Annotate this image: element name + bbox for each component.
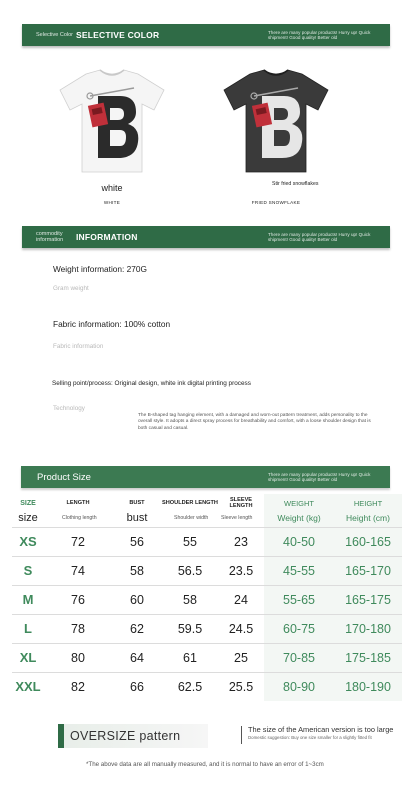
technology-description: The B-shaped tag hanging element, with a damaged and worn-out pattern treatment, adds personality to the overall style. It adopts a direct spray process for breathability and comfort, with a loose shoulder design that is both casual and casual.: [138, 413, 371, 431]
cell-bust: 62: [112, 614, 162, 643]
cell-height: 165-175: [334, 585, 402, 614]
cell-bust: 58: [112, 556, 162, 585]
table-row: [12, 556, 402, 585]
measurement-disclaimer: *The above data are all manually measured, and it is normal to have an error of 1~3cm: [86, 761, 324, 768]
white-tshirt-image: [56, 66, 168, 176]
technology-sublabel: Technology: [53, 405, 85, 412]
cell-height: 160-165: [334, 527, 402, 556]
cell-size: XS: [12, 527, 44, 556]
header-bust: BUST: [129, 500, 145, 506]
cell-length: 80: [44, 643, 112, 672]
subheader-shoulder: Shoulder width: [174, 514, 209, 521]
cell-length: 78: [44, 614, 112, 643]
weight-sublabel: Gram weight: [53, 285, 89, 292]
cell-size: L: [12, 614, 44, 643]
color-name-snowflake: Stir fried snowflakes: [272, 181, 319, 187]
table-row: [12, 585, 402, 614]
cell-shoulder: 55: [162, 527, 218, 556]
cell-sleeve: 23.5: [218, 556, 264, 585]
weight-info: Weight information: 270G: [53, 264, 147, 274]
table-row: [12, 527, 402, 556]
cell-sleeve: 23: [218, 527, 264, 556]
header-shoulder: SHOULDER LENGTH: [162, 500, 218, 506]
cell-height: 165-170: [334, 556, 402, 585]
cell-bust: 64: [112, 643, 162, 672]
cell-weight: 60-75: [264, 614, 334, 643]
selling-point-info: Selling point/process: Original design, white ink digital printing process: [52, 380, 251, 387]
cell-size: S: [12, 556, 44, 585]
cell-sleeve: 24: [218, 585, 264, 614]
size-table: [12, 494, 402, 701]
oversize-divider: [241, 726, 242, 744]
cell-sleeve: 25: [218, 643, 264, 672]
size-table-header: [12, 494, 402, 509]
banner-title: INFORMATION: [76, 232, 138, 242]
cell-size: M: [12, 585, 44, 614]
cell-length: 82: [44, 672, 112, 701]
color-code-white: WHITE: [103, 200, 121, 205]
subheader-weight: Weight (kg): [264, 509, 334, 527]
cell-bust: 56: [112, 527, 162, 556]
cell-shoulder: 62.5: [162, 672, 218, 701]
subheader-size: size: [18, 511, 38, 524]
cell-weight: 45-55: [264, 556, 334, 585]
banner-tagline: There are many popular products! Hurry up! Quick shipment! Good quality! Better old: [268, 30, 371, 40]
table-row: [12, 643, 402, 672]
header-sleeve: SLEEVE LENGTH: [229, 497, 253, 509]
banner-small-label: commodity information: [36, 231, 64, 243]
subheader-bust: bust: [126, 511, 148, 524]
size-table-subheader: [12, 509, 402, 527]
cell-shoulder: 61: [162, 643, 218, 672]
cell-height: 175-185: [334, 643, 402, 672]
subheader-height: Height (cm): [334, 509, 402, 527]
cell-height: 170-180: [334, 614, 402, 643]
table-row: [12, 672, 402, 701]
cell-sleeve: 25.5: [218, 672, 264, 701]
color-code-snowflake: FRIED SNOWFLAKE: [251, 200, 301, 205]
header-height: HEIGHT: [334, 494, 402, 509]
fabric-info: Fabric information: 100% cotton: [53, 319, 171, 329]
black-tshirt-graphic: [220, 66, 332, 176]
cell-weight: 80-90: [264, 672, 334, 701]
oversize-suggestion: Domestic suggestion: Buy one size smaller for a slightly fitted fit: [248, 735, 372, 740]
cell-sleeve: 24.5: [218, 614, 264, 643]
cell-weight: 55-65: [264, 585, 334, 614]
header-size: SIZE: [20, 499, 36, 507]
subheader-length: Clothing length: [62, 514, 97, 521]
color-name-white: white: [101, 183, 123, 193]
header-length: LENGTH: [66, 500, 90, 506]
cell-shoulder: 56.5: [162, 556, 218, 585]
black-tshirt-image: [220, 66, 332, 176]
white-tshirt-graphic: [56, 66, 168, 176]
banner-tagline: There are many popular products! Hurry up! Quick shipment! Good quality! Better old: [268, 472, 371, 482]
selective-color-banner: [22, 24, 390, 46]
cell-length: 72: [44, 527, 112, 556]
size-banner-title: Product Size: [37, 471, 91, 483]
banner-small-label: Selective Color: [36, 32, 73, 38]
information-banner: [22, 226, 390, 248]
cell-bust: 60: [112, 585, 162, 614]
cell-size: XL: [12, 643, 44, 672]
fabric-sublabel: Fabric information: [53, 343, 104, 350]
cell-length: 74: [44, 556, 112, 585]
product-size-banner: [21, 466, 390, 488]
header-weight: WEIGHT: [264, 494, 334, 509]
table-row: [12, 614, 402, 643]
cell-length: 76: [44, 585, 112, 614]
cell-weight: 40-50: [264, 527, 334, 556]
subheader-sleeve: Sleeve length: [221, 514, 253, 521]
cell-shoulder: 59.5: [162, 614, 218, 643]
oversize-pattern-label: OVERSIZE pattern: [58, 724, 208, 748]
cell-weight: 70-85: [264, 643, 334, 672]
oversize-note: The size of the American version is too large: [248, 725, 394, 734]
banner-title: SELECTIVE COLOR: [76, 30, 160, 40]
cell-height: 180-190: [334, 672, 402, 701]
cell-size: XXL: [12, 672, 44, 701]
banner-tagline: There are many popular products! Hurry up! Quick shipment! Good quality! Better old: [268, 232, 371, 242]
cell-bust: 66: [112, 672, 162, 701]
cell-shoulder: 58: [162, 585, 218, 614]
